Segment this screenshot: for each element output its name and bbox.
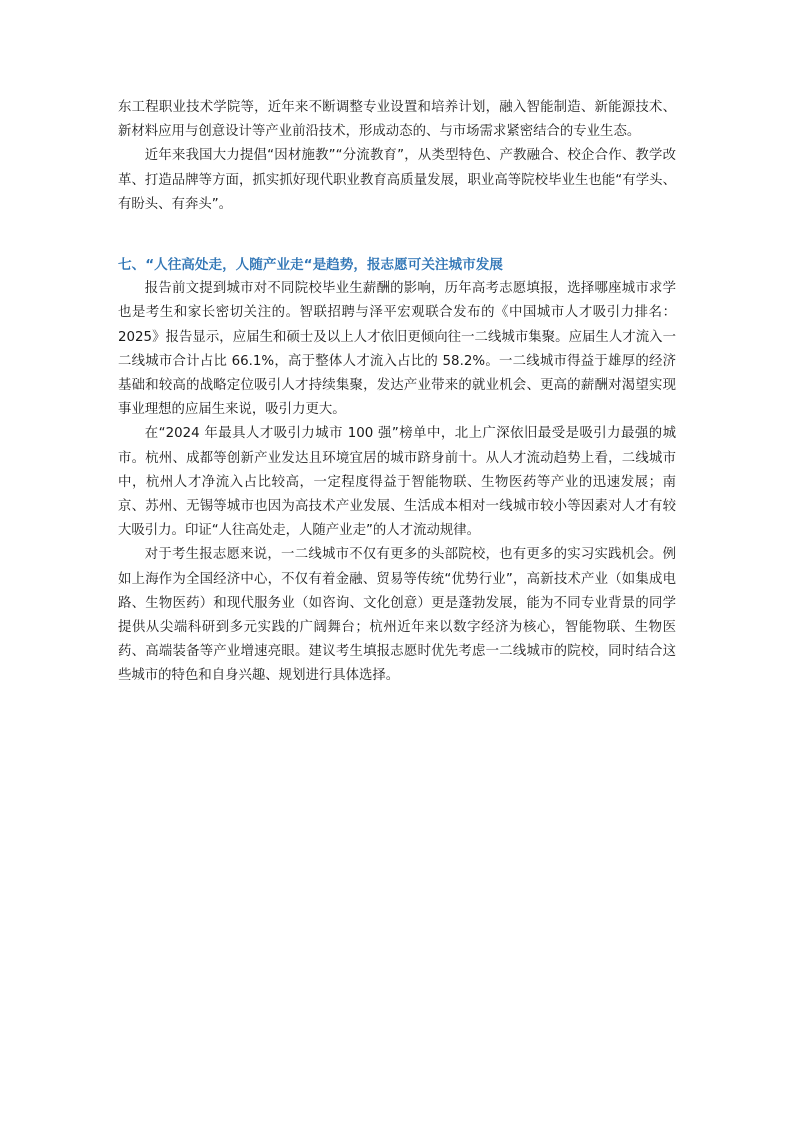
paragraph-top-100-cities: 在“2024 年最具人才吸引力城市 100 强”榜单中，北上广深依旧最受是吸引力最强的城市。杭州、成都等创新产业发达且环境宜居的城市跻身前十。从人才流动趋势上看，二线城市中，杭州人才净流入占比较高，一定程度得益于智能物联、生物医药等产业的迅速发展；南京、苏州、无锡等城市也因为高技术产业发展、生活成本相对一线城市较小等因素对人才有较大吸引力。印证“人往高处走，人随产业走”的人才流动规律。 bbox=[118, 426, 676, 539]
paragraph-advice: 对于考生报志愿来说，一二线城市不仅有更多的头部院校，也有更多的实习实践机会。例如上海作为全国经济中心，不仅有着金融、贸易等传统“优势行业”，高新技术产业（如集成电路、生物医药）和现代服务业（如咨询、文化创意）更是蓬勃发展，能为不同专业背景的同学提供从尖端科研到多元实践的广阔舞台；杭州近年来以数字经济为核心，智能物联、生物医药、高端装备等产业增速亮眼。建议考生填报志愿时优先考虑一二线城市的院校，同时结合这些城市的特色和自身兴趣、规划进行具体选择。 bbox=[118, 547, 676, 684]
paragraph-continued: 东工程职业技术学院等，近年来不断调整专业设置和培养计划，融入智能制造、新能源技术、新材料应用与创意设计等产业前沿技术，形成动态的、与市场需求紧密结合的专业生态。 bbox=[118, 100, 676, 140]
section-heading bbox=[118, 253, 676, 277]
paragraph-city-attraction: 报告前文提到城市对不同院校毕业生薪酬的影响，历年高考志愿填报，选择哪座城市求学也是考生和家长密切关注的。智联招聘与泽平宏观联合发布的《中国城市人才吸引力排名：2025》报告显示，应届生和硕士及以上人才依旧更倾向往一二线城市集聚。应届生人才流入一二线城市合计占比 66.1%，高于整体人才流入占比的 58.2%。一二线城市得益于雄厚的经济基础和较高的战略定位吸引人才持续集聚，发达产业带来的就业机会、更高的薪酬对渴望实现事业理想的应届生来说，吸引力更大。 bbox=[118, 281, 676, 418]
paragraph-vocational-education: 近年来我国大力提倡“因材施教”“分流教育”，从类型特色、产教融合、校企合作、教学改革、打造品牌等方面，抓实抓好现代职业教育高质量发展，职业高等院校毕业生也能“有学头、有盼头、有奔头”。 bbox=[118, 148, 676, 212]
document-page bbox=[118, 96, 676, 689]
section-number: 七、 bbox=[118, 257, 146, 274]
section-title: “人往高处走，人随产业走“是趋势，报志愿可关注城市发展 bbox=[145, 257, 503, 274]
